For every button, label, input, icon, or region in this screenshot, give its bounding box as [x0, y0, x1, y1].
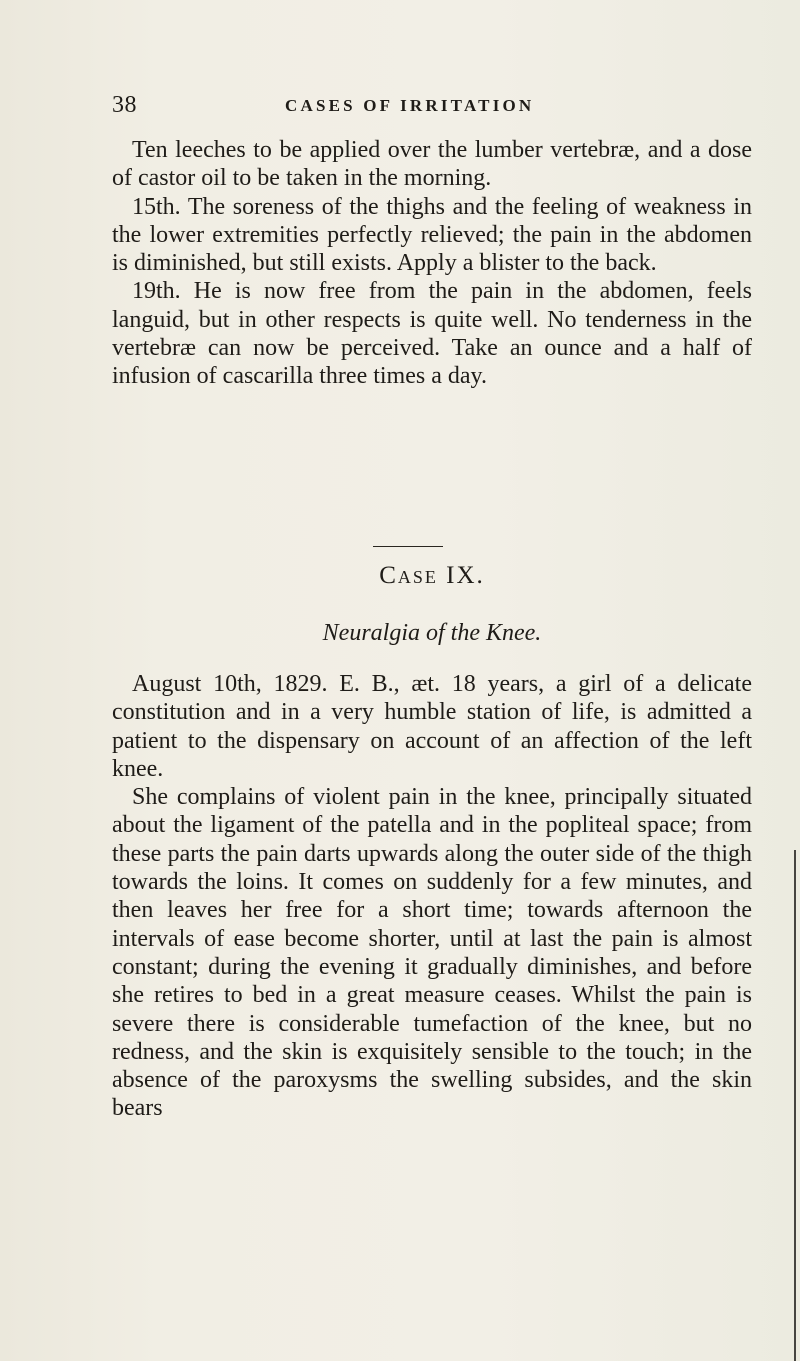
paragraph-august: August 10th, 1829. E. B., æt. 18 years, a girl of a delicate constitution and in a very humble station of life, is admitted a patient to the dispensary on account of an affection of the left knee.	[112, 671, 752, 782]
page-number: 38	[112, 92, 137, 118]
case-heading: Case IX.	[379, 562, 485, 589]
paragraph-19th: 19th. He is now free from the pain in the abdomen, feels languid, but in other respects is quite well. No tenderness in the vertebræ can now be perceived. Take an ounce and a half of infusion of cascarilla three times a day.	[112, 278, 752, 390]
section-divider	[373, 546, 443, 547]
paragraph-complaint: She complains of violent pain in the knee, principally situated about the ligament of the patella and in the popliteal space; from these parts the pain darts upwards along the outer side of the thigh towards the loins. It comes on suddenly for a few minutes, and then leaves her free for a short time; towards afternoon the intervals of ease become shorter, until at last the pain is almost constant; during the evening it gradually diminishes, and before she retires to bed in a great measure ceases. Whilst the pain is severe there is considerable tumefaction of the knee, but no redness, and the skin is exquisitely sensible to the touch; in the absence of the paroxysms the swelling subsides, and the skin bears	[112, 784, 752, 1122]
running-head: CASES OF IRRITATION	[285, 96, 535, 115]
top-text-block	[112, 136, 752, 391]
case-subtitle: Neuralgia of the Knee.	[322, 620, 542, 646]
paragraph-15th: 15th. The soreness of the thighs and the feeling of weakness in the lower extremities perfectly relieved; the pain in the abdomen is diminished, but still exists. Apply a blister to the back.	[112, 193, 752, 277]
case-text-block	[112, 670, 752, 1123]
page-edge-line	[794, 850, 796, 1361]
paragraph-leeches: Ten leeches to be applied over the lumber vertebræ, and a dose of castor oil to be taken in the morning.	[112, 137, 752, 192]
page-header	[100, 92, 760, 122]
